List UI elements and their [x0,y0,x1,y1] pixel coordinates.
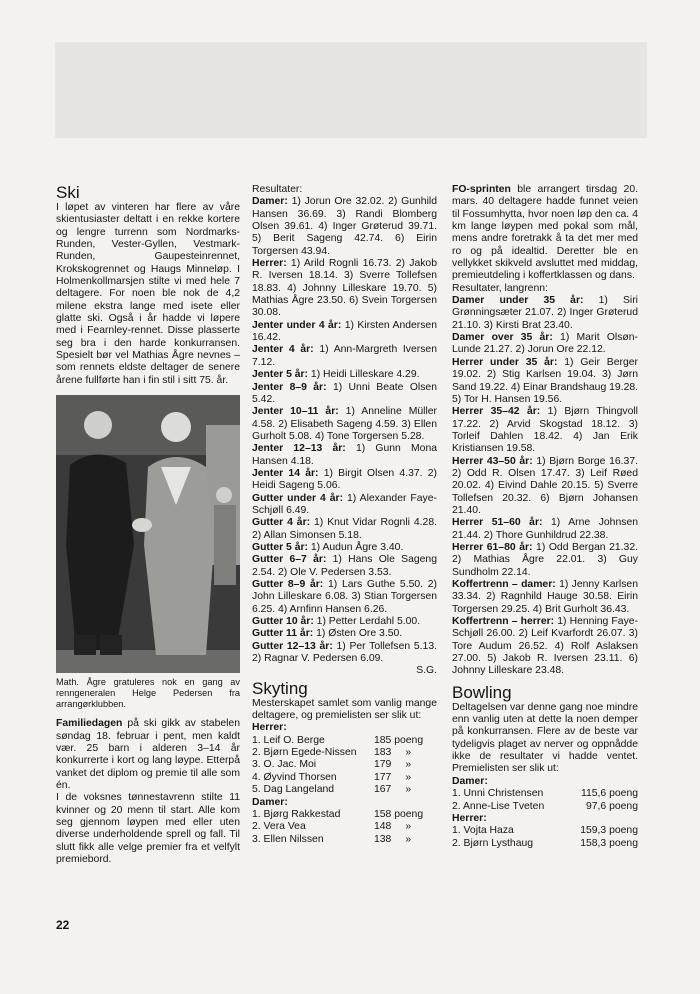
result-score-cell [374,747,423,759]
results-label: Resultater: [252,184,303,195]
result-text: 1) Heidi Lilleskare 4.29. [308,369,420,381]
result-category: Gutter 12–13 år: [252,640,333,652]
result-category: Koffertrenn – herrer: [452,616,555,628]
result-category: Jenter 12–13 år: [252,443,346,455]
result-text: 1) Hans Ole Sageng 2.54. 2) Ole V. Pedersen 3.53. [252,554,437,578]
result-entry [252,258,437,320]
familiedagen-text: på ski gikk av stabelen søndag 18. februar i pent, men kaldt vær. 25 barn i alderen 3–14 år konkurrerte i kort og lang løype. Etterpå vanket det diplom og premie til alle som én. [56,718,240,791]
familiedagen-paragraph [56,718,240,792]
bowling-intro: Deltagelsen var denne gang noe mindre enn vanlig uten at dette la noen demper på konkurransen. Flere av de beste var tydeligvis plaget av nerver og oppnådde ikke de resultater vi hadde ventet. Premielisten ser slik ut: [452,701,638,775]
result-score: 183 [374,747,392,759]
result-entry [252,196,437,258]
ditto-mark: » [405,747,412,759]
ski-intro: I løpet av vinteren har flere av våre skientusiaster deltatt i en rekke kortere og lengre turrenn som Nordmarks-Runden, Vester-Gyllen, Vestmark-Runden, Gaupesteinrennet, Krokskogrennet og Haugs Minneløp. I Holmenkollmarsjen stilte vi med hele 7 deltagere. For noen ble nok de 4,2 milene ekstra lange med isete eller glatte ski. Også i år hadde vi løpere med i Fearnley-rennet. Disse plasserte seg bra i den harde konkurransen. Spesielt bør vel Mathias Ågre nevnes – som rennets eldste deltager de senere årene fullførte han i fin stil i sitt 75. år. [56,202,240,386]
skyting-herrer-label: Herrer: [252,722,287,734]
ski-heading: Ski [56,183,80,202]
result-entry [252,641,437,666]
result-category: Herrer 43–50 år: [452,455,533,467]
result-category: Gutter 6–7 år: [252,554,327,566]
result-category: Damer under 35 år: [452,295,584,307]
result-score: 158 poeng [374,808,424,820]
result-entry [452,579,638,616]
result-text: 1) Kirsten Andersen 16.42. [252,319,437,344]
result-entry [252,406,437,443]
result-name: 2. Bjørn Lysthaug [452,837,534,849]
result-entry [252,468,437,493]
result-category: Koffertrenn – damer: [452,579,556,590]
table-row [252,834,423,846]
result-text: 1) Ann-Margreth Iversen 7.12. [252,344,437,368]
result-entry [452,295,638,332]
result-text: 1) Odd Bergan 21.32. 2) Mathias Ågre 22.01. 3) Guy Sundholm 22.14. [452,541,638,578]
result-entry [252,517,437,542]
ditto-mark: » [405,784,412,796]
result-score: 177 [374,771,392,783]
result-score: 185 poeng [374,734,424,746]
result-score: 179 [374,759,392,771]
result-name: 1. Unni Christensen [452,788,544,800]
result-text: 1) Bjørn Borge 16.37. 2) Odd R. Olsen 17.47. 3) Leif Røed 20.02. 4) Eivind Dahle 20.15. 5) Sverre Tollefsen 20.32. 6) Bjørn Johansen 21.40. [452,455,638,516]
result-category: Gutter 8–9 år: [252,579,324,590]
result-entry [252,616,437,628]
fo-sprinten-text: ble arrangert tirsdag 20. mars. 40 deltagere hadde funnet veien til Fossumhytta, hvor noen løp den ca. 4 km lange løypen med pokal som mål, mens andre foretrakk å ta det mer med ro og på idealtid. Deretter ble en vellykket skikveld avsluttet med middag, premieutdeling i koffertklassen og dans. [452,184,638,282]
result-name: 1. Bjørg Rakkestad [252,808,341,820]
page-number: 22 [56,918,70,932]
ditto-mark: » [405,771,412,783]
result-score-cell [374,759,423,771]
signature: S.G. [416,665,437,677]
skyting-intro: Mesterskapet samlet som vanlig mange deltagere, og premielisten ser slik ut: [252,697,437,722]
result-text: 1) Knut Vidar Rognli 4.28. 2) Allan Simonsen 5.18. [252,517,437,541]
result-text: 1) Jenny Karlsen 33.34. 2) Ragnhild Hauge 30.58. Eirin Torgersen 29.25. 4) Brit Gurholt 36.43. [452,579,638,615]
table-row [252,809,423,821]
result-category: Gutter 4 år: [252,517,311,529]
table-row [452,801,638,813]
result-entry [252,369,437,381]
ditto-mark: » [405,759,412,771]
result-entry [252,443,437,468]
result-category: Gutter 11 år: [252,628,314,640]
column-ski [56,184,240,866]
result-entry [452,456,638,518]
result-text: 1) Arne Johnsen 21.44. 2) Thore Gunhildrud 22.38. [452,517,638,541]
fo-sprinten-lead: FO-sprinten [452,184,511,195]
ditto-mark: » [405,821,412,833]
result-name: 4. Øyvind Thorsen [252,771,337,783]
result-category: Gutter 5 år: [252,541,309,553]
result-entry [252,344,437,369]
result-category: Herrer 61–80 år: [452,541,533,553]
result-text: 1) Marit Olsøn-Lunde 21.27. 2) Jorun Ore 22.12. [452,332,638,356]
result-category: Gutter 10 år: [252,616,314,628]
ski-photo [56,395,240,673]
result-score: 159,3 poeng [580,825,638,837]
table-row [452,825,638,837]
skyting-damer-table [252,809,423,846]
result-category: Herrer: [252,258,287,270]
result-text: 1) Per Tollefsen 5.13. 2) Ragnar V. Pedersen 6.09. [252,640,438,665]
result-text: 1) Anneline Müller 4.58. 2) Elisabeth Sageng 4.59. 3) Ellen Gurholt 5.08. 4) Tone Torgersen 5.28. [252,406,437,442]
result-entry [252,542,437,554]
table-row [452,788,638,800]
table-row [252,784,423,796]
result-entry [252,579,437,616]
result-category: Jenter 14 år: [252,467,319,479]
column-fo-sprinten [452,184,638,850]
result-text: 1) Alexander Faye-Schjøll 6.49. [252,492,437,516]
familiedagen-lead: Familiedagen [56,718,123,730]
result-category: Jenter 4 år: [252,344,314,356]
skyting-damer-label: Damer: [252,796,288,808]
header-photo-band [55,42,647,138]
result-score-cell [374,821,423,833]
photo-caption: Math. Ågre gratuleres nok en gang av renngeneralen Helge Pedersen fra arrangørklubben. [56,677,240,710]
photo-illustration [56,395,240,673]
result-score: 158,3 poeng [580,837,638,849]
result-name: 3. Ellen Nilssen [252,833,324,845]
result-name: 1. Vojta Haza [452,825,514,837]
result-category: Herrer under 35 år: [452,356,558,368]
result-text: 1) Geir Berger 19.02. 2) Stig Karlsen 19.04. 3) Jørn Sand 19.22. 4) Einar Brandshaug 19.28. 5) Tor H. Hansen 19.56. [452,356,639,405]
result-entry [452,357,638,406]
result-text: 1) Birgit Olsen 4.37. 2) Heidi Sageng 5.06. [252,467,437,492]
result-category: Damer: [252,196,288,208]
result-text: 1) Unni Beate Olsen 5.42. [252,381,437,405]
result-category: Damer over 35 år: [452,332,553,344]
result-text: 1) Siri Grønningsæter 21.07. 2) Inger Grøterud 21.10. 3) Kirsti Brat 23.40. [452,295,638,331]
column-results [252,184,437,846]
result-category: Gutter under 4 år: [252,492,344,504]
result-category: Jenter 5 år: [252,369,309,381]
table-row [252,821,423,833]
result-name: 3. O. Jac. Moi [252,759,317,771]
table-row [252,747,423,759]
result-category: Jenter under 4 år: [252,319,342,331]
bowling-damer-label: Damer: [452,775,488,787]
result-score-cell [374,784,423,796]
result-name: 2. Bjørn Egede-Nissen [252,747,357,759]
result-text: 1) Bjørn Thingvoll 17.22. 2) Arvid Skogstad 18.12. 3) Torleif Dahlen 18.42. 4) Jan Erik Kristiansen 19.58. [452,406,638,455]
result-entry [452,542,638,579]
result-name: 1. Leif O. Berge [252,734,325,746]
bowling-herrer-label: Herrer: [452,812,487,824]
result-score: 138 [374,833,392,845]
result-text: 1) Lars Guthe 5.50. 2) John Lilleskare 6.08. 3) Stian Torgersen 6.25. 4) Arnfinn Hansen 6.26. [252,579,437,615]
result-text: 1) Henning Faye-Schjøll 26.00. 2) Leif Kvarfordt 26.07. 3) Tore Audum 26.52. 4) Rolf Aslaksen 27.00. 5) Jakob R. Iversen 23.11. 6) Johnny Lilleskare 23.48. [452,616,638,677]
table-row [252,735,423,747]
result-score: 148 [374,821,392,833]
result-name: 5. Dag Langeland [252,784,335,796]
bowling-herrer-table [452,825,638,850]
result-text: 1) Petter Lerdahl 5.00. [313,616,421,628]
result-name: 2. Vera Vea [252,821,306,833]
result-score: 97,6 poeng [585,800,638,812]
result-entry [252,493,437,518]
result-text: 1) Østen Ore 3.50. [313,628,403,640]
result-entry [252,554,437,579]
result-text: 1) Arild Rognli 16.73. 2) Jakob R. Iversen 18.14. 3) Sverre Tollefsen 18.83. 4) Johnny Lilleskare 19.70. 5) Mathias Ågre 23.50. 6) Svein Torgersen 30.08. [252,258,437,319]
result-entry [252,320,437,345]
result-score: 167 [374,784,392,796]
result-category: Jenter 8–9 år: [252,381,327,393]
result-text: 1) Gunn Mona Hansen 4.18. [252,443,438,467]
result-entry [452,616,638,678]
result-category: Jenter 10–11 år: [252,406,339,418]
skyting-herrer-table [252,735,423,797]
result-entry [252,628,437,640]
result-text: 1) Audun Ågre 3.40. [308,541,404,553]
fo-results-label: Resultater, langrenn: [452,282,548,294]
bowling-damer-table [452,788,638,813]
skyting-heading: Skyting [252,678,308,698]
tonnestavrenn-paragraph: I de voksnes tønnestavrenn stilte 11 kvinner og 20 menn til start. Alle kom seg gjennom løypen med eller uten diverse underholdende sprell og fall. Til slutt fikk alle velge premier fra et velfylt premiebord. [56,792,240,865]
ditto-mark: » [405,833,412,845]
table-row [452,838,638,850]
bowling-heading: Bowling [452,682,512,702]
result-category: Herrer 35–42 år: [452,406,541,418]
result-score-cell [374,772,423,784]
result-entry [452,517,638,542]
table-row [252,772,423,784]
result-name: 2. Anne-Lise Tveten [452,800,545,812]
result-category: Herrer 51–60 år: [452,517,543,529]
result-score: 115,6 poeng [580,788,638,800]
result-score-cell [374,834,423,846]
table-row [252,759,423,771]
result-entry [452,332,638,357]
result-text: 1) Jorun Ore 32.02. 2) Gunhild Hansen 36.69. 3) Randi Blomberg Olsen 39.61. 4) Inger Grøterud 39.71. 5) Berit Sageng 42.74. 6) Eirin Torgersen 43.94. [252,196,437,257]
fo-sprinten-paragraph [452,184,638,283]
result-entry [452,406,638,455]
result-entry [252,382,437,407]
